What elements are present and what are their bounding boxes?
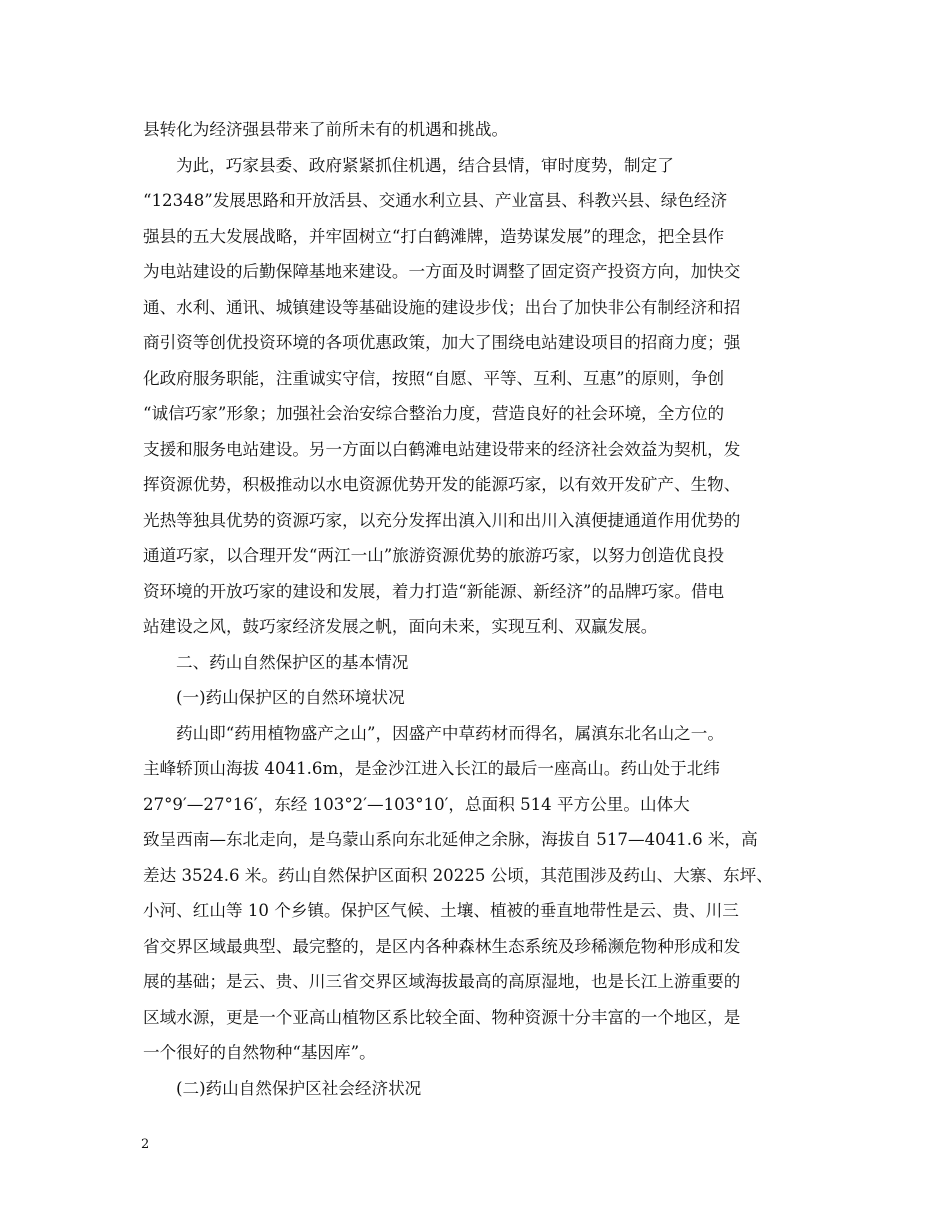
text-line: 27°9′—27°16′，东经 103°2′—103°10′，总面积 514 平方公里。山体大 [143, 794, 690, 814]
subsection-heading: (一)药山保护区的自然环境状况 [176, 688, 405, 707]
subsection-heading: (二)药山自然保护区社会经济状况 [176, 1078, 422, 1098]
text-line: 小河、红山等 10 个乡镇。保护区气候、土壤、植被的垂直地带性是云、贵、川三 [143, 901, 739, 920]
text-line: 省交界区域最典型、最完整的，是区内各种森林生态系统及珍稀濒危物种形成和发 [143, 936, 741, 956]
text-line: 县转化为经济强县带来了前所未有的机遇和挑战。 [143, 120, 509, 139]
text-line: “12348”发展思路和开放活县、交通水利立县、产业富县、科教兴县、绿色经济 [143, 191, 728, 210]
paragraph-start-line: 为此，巧家县委、政府紧紧抓住机遇，结合县情，审时度势，制定了 [176, 155, 674, 175]
text-line: 挥资源优势，积极推动以水电资源优势开发的能源巧家，以有效开发矿产、生物、 [143, 475, 741, 494]
text-line: 一个很好的自然物种“基因库”。 [143, 1043, 376, 1062]
text-line: 区域水源，更是一个亚高山植物区系比较全面、物种资源十分丰富的一个地区，是 [143, 1007, 741, 1027]
body-text [143, 112, 813, 1106]
text-line: 为电站建设的后勤保障基地来建设。一方面及时调整了固定资产投资方向，加快交 [143, 262, 741, 281]
page-number: 2 [141, 1137, 150, 1152]
text-line: “诚信巧家”形象；加强社会治安综合整治力度，营造良好的社会环境，全方位的 [143, 404, 725, 423]
text-line: 差达 3524.6 米。药山自然保护区面积 20225 公顷，其范围涉及药山、大寨、东坪、 [143, 865, 773, 885]
text-line: 展的基础；是云、贵、川三省交界区域海拔最高的高原湿地，也是长江上游重要的 [143, 972, 741, 991]
text-line: 化政府服务职能，注重诚实守信，按照“自愿、平等、互利、互惠”的原则，争创 [143, 368, 725, 388]
text-line: 主峰轿顶山海拔 4041.6m，是金沙江进入长江的最后一座高山。药山处于北纬 [143, 759, 720, 778]
text-line: 支援和服务电站建设。另一方面以白鹤滩电站建设带来的经济社会效益为契机，发 [143, 439, 741, 459]
section-heading: 二、药山自然保护区的基本情况 [176, 652, 409, 672]
text-line: 通道巧家，以合理开发“两江一山”旅游资源优势的旅游巧家，以努力创造优良投 [143, 546, 725, 565]
text-line: 通、水利、通讯、城镇建设等基础设施的建设步伐；出台了加快非公有制经济和招 [143, 297, 741, 317]
paragraph-start-line: 药山即“药用植物盛产之山”，因盛产中草药材而得名，属滇东北名山之一。 [176, 723, 724, 743]
text-line: 资环境的开放巧家的建设和发展，着力打造“新能源、新经济”的品牌巧家。借电 [143, 581, 725, 601]
text-line: 强县的五大发展战略，并牢固树立“打白鹤滩牌，造势谋发展”的理念，把全县作 [143, 226, 725, 246]
text-line: 致呈西南—东北走向，是乌蒙山系向东北延伸之余脉，海拔自 517—4041.6 米，高 [143, 830, 758, 849]
text-line: 商引资等创优投资环境的各项优惠政策，加大了围绕电站建设项目的招商力度；强 [143, 333, 741, 352]
text-line: 光热等独具优势的资源巧家，以充分发挥出滇入川和出川入滇便捷通道作用优势的 [143, 510, 741, 530]
text-line: 站建设之风，鼓巧家经济发展之帆，面向未来，实现互利、双赢发展。 [143, 617, 658, 636]
